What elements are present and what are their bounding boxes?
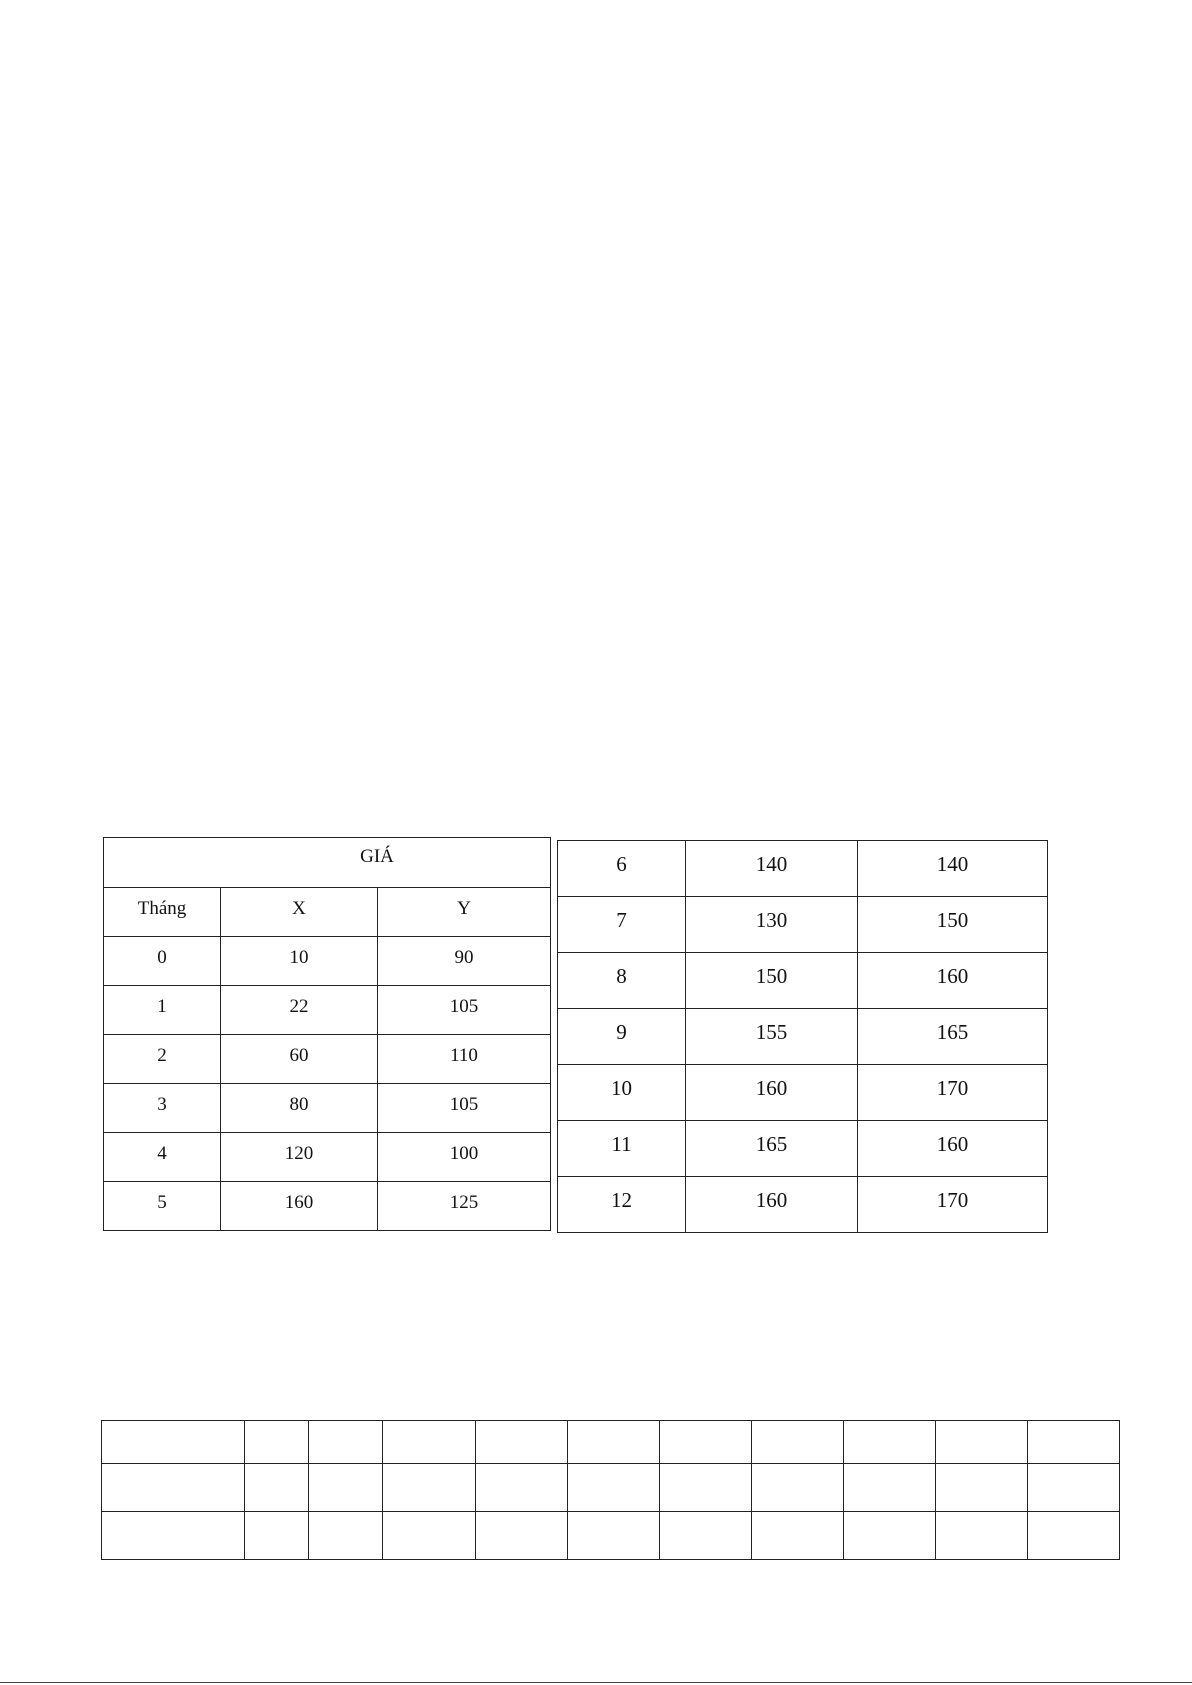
table-row [104, 937, 551, 986]
cell-y: 165 [858, 1009, 1048, 1065]
cell-month: 11 [558, 1121, 686, 1177]
table-row [104, 1084, 551, 1133]
cell-month: 1 [104, 986, 221, 1035]
cell-y: 105 [378, 1084, 551, 1133]
cell-x: 60 [221, 1035, 378, 1084]
cell-month: 3 [104, 1084, 221, 1133]
cell-x: 10 [221, 937, 378, 986]
empty-cell [844, 1512, 936, 1560]
cell-x: 22 [221, 986, 378, 1035]
cell-y: 150 [858, 897, 1048, 953]
cell-month: 9 [558, 1009, 686, 1065]
table-row [558, 1065, 1048, 1121]
empty-grid-row [102, 1464, 1120, 1512]
table-header-row [104, 888, 551, 937]
empty-cell [936, 1421, 1028, 1464]
header-month: Tháng [104, 888, 221, 937]
empty-cell [245, 1421, 309, 1464]
empty-cell [309, 1512, 383, 1560]
table-title-row [104, 838, 551, 888]
cell-x: 150 [686, 953, 858, 1009]
cell-month: 2 [104, 1035, 221, 1084]
empty-cell [752, 1421, 844, 1464]
cell-y: 140 [858, 841, 1048, 897]
table-row [104, 1182, 551, 1231]
empty-cell [102, 1512, 245, 1560]
empty-cell [102, 1421, 245, 1464]
empty-cell [844, 1464, 936, 1512]
header-x: X [221, 888, 378, 937]
empty-cell [476, 1421, 568, 1464]
empty-cell [660, 1421, 752, 1464]
table-row [558, 1177, 1048, 1233]
empty-cell [309, 1421, 383, 1464]
table-row [558, 897, 1048, 953]
cell-y: 110 [378, 1035, 551, 1084]
empty-cell [245, 1464, 309, 1512]
empty-cell [752, 1512, 844, 1560]
cell-month: 12 [558, 1177, 686, 1233]
cell-x: 160 [221, 1182, 378, 1231]
cell-x: 80 [221, 1084, 378, 1133]
empty-cell [1028, 1464, 1120, 1512]
cell-x: 140 [686, 841, 858, 897]
empty-cell [568, 1464, 660, 1512]
cell-y: 100 [378, 1133, 551, 1182]
cell-month: 6 [558, 841, 686, 897]
price-table-right [557, 840, 1048, 1233]
cell-y: 90 [378, 937, 551, 986]
table-row [104, 986, 551, 1035]
empty-cell [660, 1512, 752, 1560]
empty-cell [476, 1512, 568, 1560]
cell-month: 8 [558, 953, 686, 1009]
empty-cell [844, 1421, 936, 1464]
table-row [104, 1035, 551, 1084]
cell-y: 170 [858, 1177, 1048, 1233]
cell-month: 7 [558, 897, 686, 953]
table-title [104, 838, 551, 888]
empty-cell [102, 1464, 245, 1512]
empty-cell [383, 1464, 476, 1512]
header-y: Y [378, 888, 551, 937]
table-row [104, 1133, 551, 1182]
empty-cell [245, 1512, 309, 1560]
table-row [558, 953, 1048, 1009]
empty-grid-table [101, 1420, 1120, 1560]
cell-y: 160 [858, 953, 1048, 1009]
cell-x: 160 [686, 1177, 858, 1233]
empty-cell [309, 1464, 383, 1512]
empty-cell [383, 1421, 476, 1464]
table-row [558, 841, 1048, 897]
empty-cell [660, 1464, 752, 1512]
empty-cell [383, 1512, 476, 1560]
table-row [558, 1009, 1048, 1065]
cell-month: 4 [104, 1133, 221, 1182]
cell-y: 160 [858, 1121, 1048, 1177]
empty-cell [568, 1512, 660, 1560]
cell-month: 10 [558, 1065, 686, 1121]
empty-cell [752, 1464, 844, 1512]
empty-cell [568, 1421, 660, 1464]
empty-cell [936, 1512, 1028, 1560]
empty-cell [936, 1464, 1028, 1512]
price-table-left [103, 837, 551, 1231]
cell-month: 5 [104, 1182, 221, 1231]
cell-x: 165 [686, 1121, 858, 1177]
table-title-text: GIÁ [360, 846, 394, 867]
cell-x: 160 [686, 1065, 858, 1121]
cell-x: 155 [686, 1009, 858, 1065]
page-bottom-rule [0, 1682, 1192, 1683]
empty-cell [476, 1464, 568, 1512]
cell-y: 125 [378, 1182, 551, 1231]
cell-y: 170 [858, 1065, 1048, 1121]
cell-y: 105 [378, 986, 551, 1035]
empty-grid-row [102, 1512, 1120, 1560]
empty-cell [1028, 1512, 1120, 1560]
table-row [558, 1121, 1048, 1177]
cell-x: 130 [686, 897, 858, 953]
empty-cell [1028, 1421, 1120, 1464]
cell-month: 0 [104, 937, 221, 986]
cell-x: 120 [221, 1133, 378, 1182]
empty-grid-row [102, 1421, 1120, 1464]
